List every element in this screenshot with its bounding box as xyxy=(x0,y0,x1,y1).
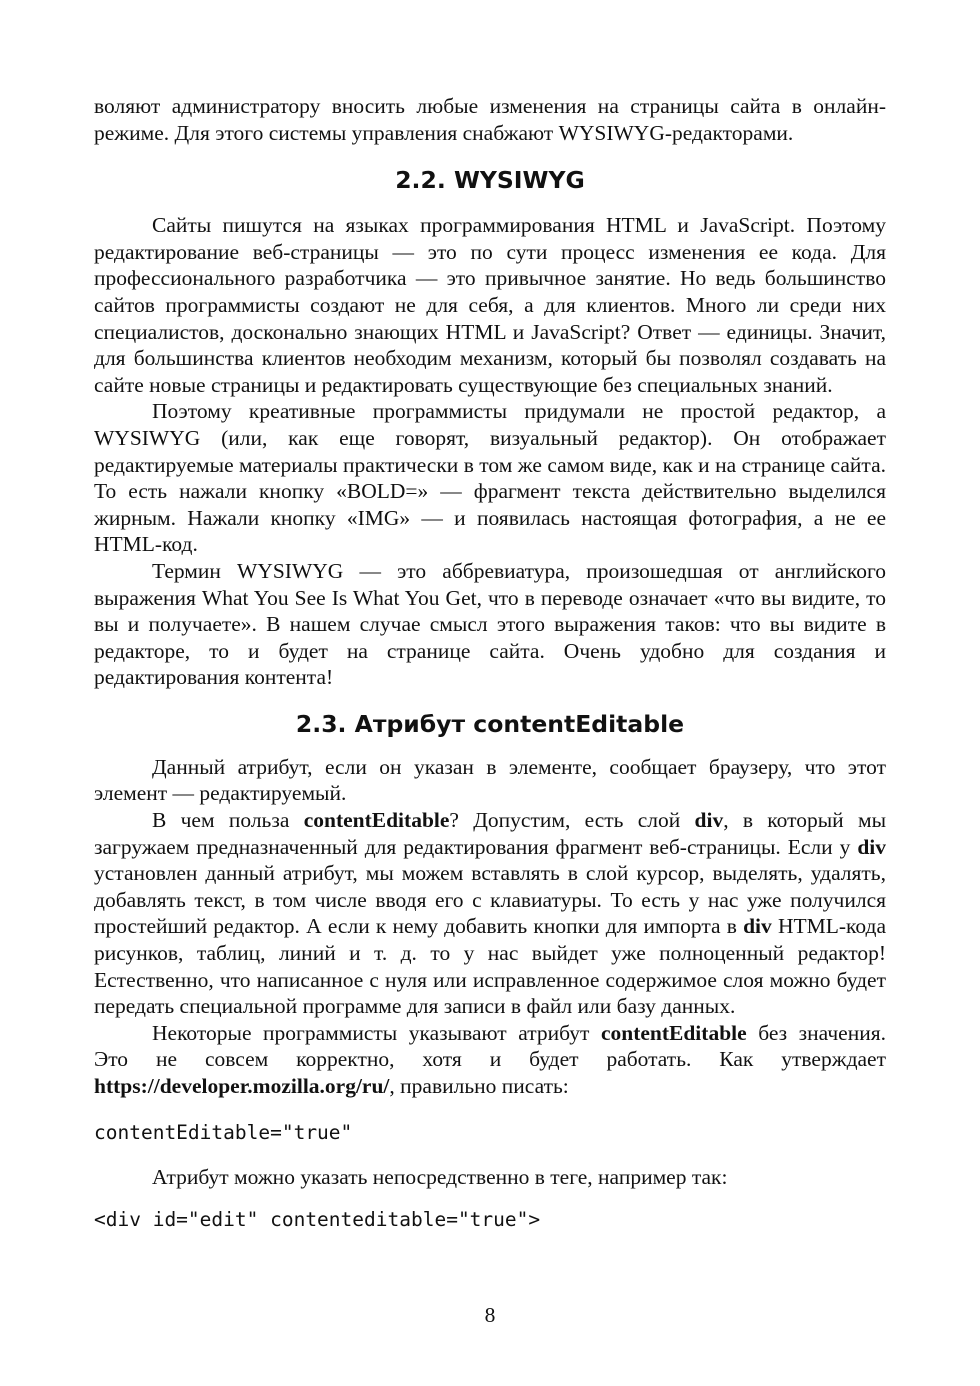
bold-term-div: div xyxy=(694,808,724,833)
section-2-2-paragraph-2: Поэтому креативные программисты придумали не простой редактор, а WYSIWYG (или, как еще говорят, визуальный редактор). Он отображает редактируемые материалы практически в том же самом виде, как и на странице сайта. То есть нажали кнопку «BOLD=» — фрагмент текста действительно выделился жирным. Нажали кнопку «IMG» — и появилась настоящая фотография, а не ее HTML-код. xyxy=(94,399,886,557)
text-run: , правильно писать: xyxy=(389,1074,569,1098)
bold-term-div: div xyxy=(857,834,886,859)
section-2-2-heading: 2.2. WYSIWYG xyxy=(395,166,585,195)
section-2-3-paragraph-4: Атрибут можно указать непосредственно в теге, например так: xyxy=(152,1164,728,1189)
section-2-3-paragraph-3 xyxy=(94,1020,886,1100)
code-snippet-div-tag: <div id="edit" contenteditable="true"> xyxy=(94,1208,541,1232)
text-run: ? Допустим, есть слой xyxy=(449,808,695,833)
section-2-2-paragraph-3: Термин WYSIWYG — это аббревиатура, произошедшая от английского выражения What You See Is What You Get, что в переводе означает «что вы видите, то вы и получаете». В нашем случае смысл этого выражения таков: что вы видите в редакторе, то и будет на странице сайта. Очень удобно для создания и редактирования контента! xyxy=(94,558,886,690)
bold-mdn-url: https://developer.mozilla.org/ru/ xyxy=(94,1074,390,1098)
document-page xyxy=(94,0,886,1233)
section-2-3-paragraph-1: Данный атрибут, если он указан в элементе, сообщает браузеру, что этот элемент — редактируемый. xyxy=(94,754,886,806)
bold-term-contenteditable: contentEditable xyxy=(303,808,450,833)
bold-term-contenteditable: contentEditable xyxy=(600,1020,747,1045)
intro-continuation-paragraph: воляют администратору вносить любые изменения на страницы сайта в онлайн-режиме. Для этого системы управления снабжают WYSIWYG-редакторами. xyxy=(94,94,886,145)
text-run: установлен данный атрибут, мы можем вставлять в слой курсор, выделять, удалять, добавлять текст, в том числе вводя его с клавиатуры. То есть у нас уже получился простейший редактор. А если к нему добавить кнопки для импорта в xyxy=(94,861,886,939)
text-run: без значения. Это не совсем корректно, хотя и будет работать. Как утверждает xyxy=(94,1020,886,1072)
text-run: , в который мы загружаем предназначенный для редактирования фрагмент веб-страницы. Если у xyxy=(94,808,887,859)
code-snippet-attribute: contentEditable="true" xyxy=(94,1120,353,1144)
text-run: В чем польза xyxy=(152,808,304,833)
bold-term-div: div xyxy=(743,914,772,939)
text-run: Некоторые программисты указывают атрибут xyxy=(152,1020,601,1045)
section-2-3-paragraph-2 xyxy=(94,807,886,1020)
section-2-3-heading: 2.3. Атрибут contentEditable xyxy=(295,709,685,738)
section-2-2-paragraph-1: Сайты пишутся на языках программирования HTML и JavaScript. Поэтому редактирование веб-страницы — это по сути процесс изменения ее кода. Для профессионального разработчика — это привычное занятие. Но ведь большинство сайтов программисты создают не для себя, а для клиентов. Много ли среди них специалистов, досконально знающих HTML и JavaScript? Ответ — единицы. Значит, для большинства клиентов необходим механизм, который бы позволял создавать на сайте новые страницы и редактировать существующие без специальных знаний. xyxy=(94,213,886,397)
page-number: 8 xyxy=(484,1303,496,1327)
text-run: HTML-кода рисунков, таблиц, линий и т. д. то у нас выйдет уже полноценный редактор! Естественно, что написанное с нуля или исправленное содержимое слоя можно будет передать специальной программе для записи в файл или базу данных. xyxy=(94,914,886,1019)
